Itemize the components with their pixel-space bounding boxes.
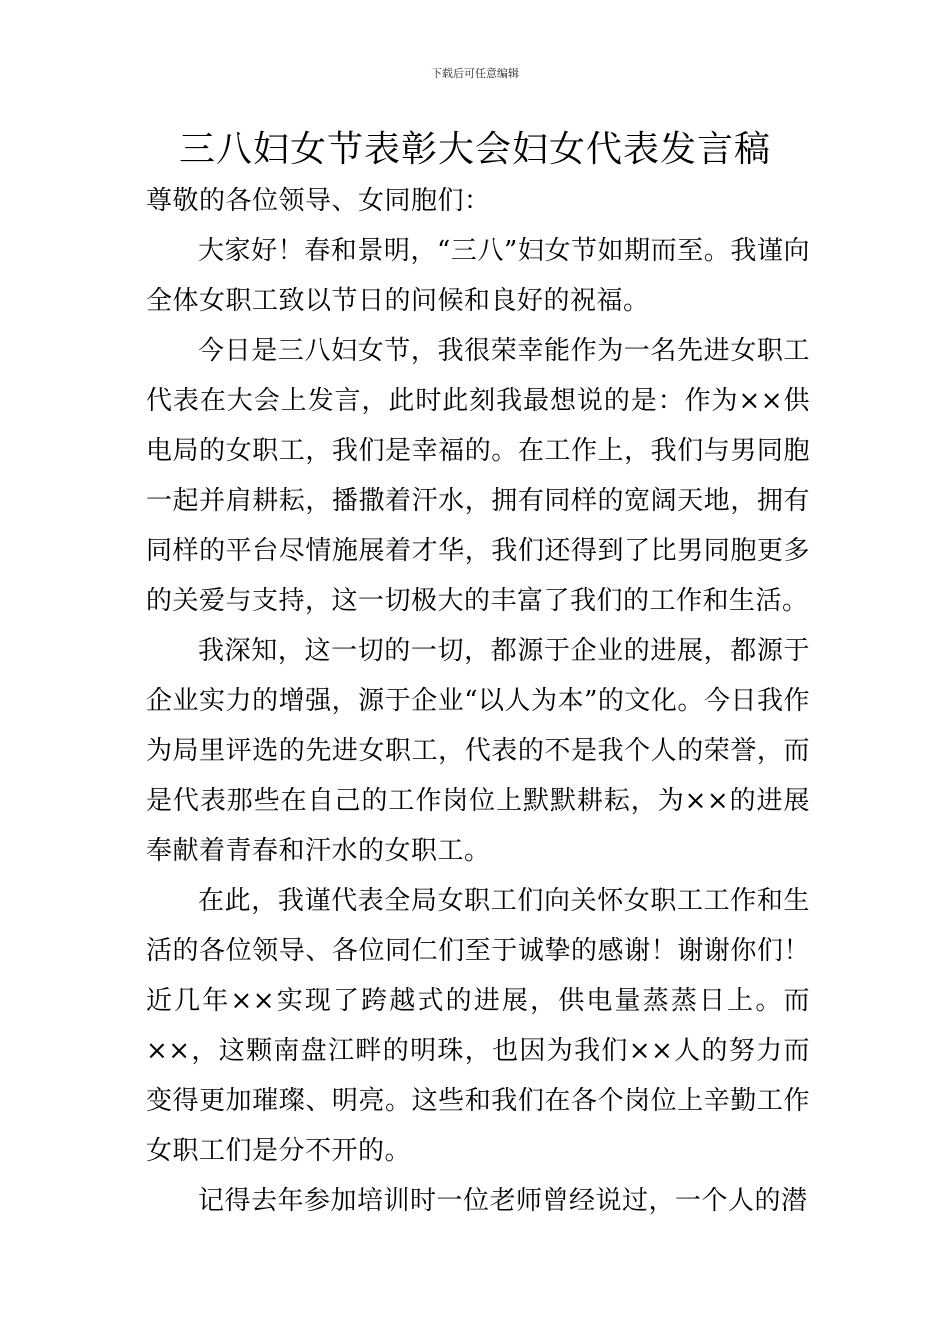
paragraph-thanks: 在此，我谨代表全局女职工们向关怀女职工工作和生活的各位领导、各位同仁们至于诚挚的感谢！谢谢你们！近几年××实现了跨越式的进展，供电量蒸蒸日上。而××，这颗南盘江畔的明珠，也因为我们××人的努力而变得更加璀璨、明亮。这些和我们在各个岗位上辛勤工作女职工们是分不开的。 xyxy=(146,886,810,1166)
paragraph-happiness: 今日是三八妇女节，我很荣幸能作为一名先进女职工代表在大会上发言，此时此刻我最想说的是：作为××供电局的女职工，我们是幸福的。在工作上，我们与男同胞一起并肩耕耘，播撒着汗水，拥有同样的宽阔天地，拥有同样的平台尽情施展着才华，我们还得到了比男同胞更多的关爱与支持，这一切极大的丰富了我们的工作和生活。 xyxy=(146,336,810,616)
document-title: 三八妇女节表彰大会妇女代表发言稿 xyxy=(178,129,771,170)
paragraph-enterprise: 我深知，这一切的一切，都源于企业的进展，都源于企业实力的增强，源于企业“以人为本”的文化。今日我作为局里评选的先进女职工，代表的不是我个人的荣誉，而是代表那些在自己的工作岗位上默默耕耘，为××的进展奉献着青春和汗水的女职工。 xyxy=(146,636,810,866)
salutation: 尊敬的各位领导、女同胞们： xyxy=(146,186,491,216)
document-body xyxy=(146,176,810,1226)
header-note: 下载后可任意编辑 xyxy=(431,67,519,80)
paragraph-training: 记得去年参加培训时一位老师曾经说过，一个人的潜 xyxy=(198,1186,808,1216)
paragraph-greeting: 大家好！春和景明，“三八”妇女节如期而至。我谨向全体女职工致以节日的问候和良好的祝福。 xyxy=(146,236,810,316)
